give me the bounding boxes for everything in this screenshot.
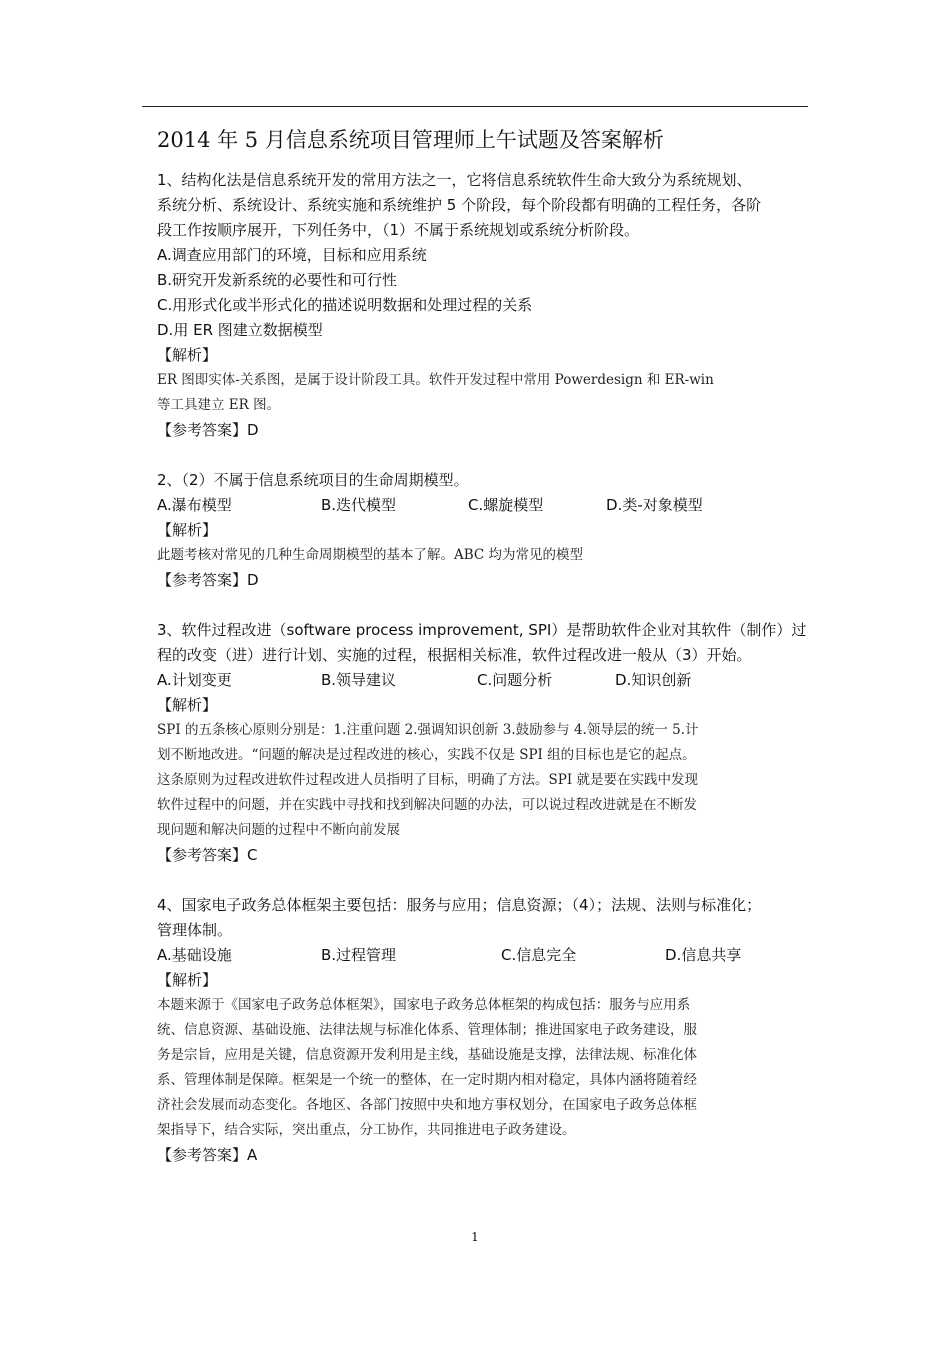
document-title: 2014 年 5 月信息系统项目管理师上午试题及答案解析 xyxy=(157,128,664,152)
option-c: C.信息完全 xyxy=(501,946,577,964)
option-a: A.计划变更 xyxy=(157,671,232,689)
option-d: D.类-对象模型 xyxy=(606,496,703,514)
analysis-label: 【解析】 xyxy=(157,696,218,714)
reference-answer: 【参考答案】D xyxy=(157,571,259,589)
analysis-line: 这条原则为过程改进软件过程改进人员指明了目标，明确了方法。SPI 就是要在实践中发现 xyxy=(157,772,698,788)
option-b: B.研究开发新系统的必要性和可行性 xyxy=(157,271,398,289)
analysis-line: ER 图即实体-关系图，是属于设计阶段工具。软件开发过程中常用 Powerdesign 和 ER-win xyxy=(157,372,714,388)
option-a: A.瀑布模型 xyxy=(157,496,232,514)
question-4 xyxy=(157,893,821,1168)
option-d: D.知识创新 xyxy=(615,671,692,689)
reference-answer: 【参考答案】D xyxy=(157,421,259,439)
reference-answer: 【参考答案】A xyxy=(157,1146,258,1164)
question-stem-line: 4、国家电子政务总体框架主要包括：服务与应用；信息资源；（4）；法规、法则与标准化； xyxy=(157,896,762,914)
analysis-line: 统、信息资源、基础设施、法律法规与标准化体系、管理体制；推进国家电子政务建设，服 xyxy=(157,1022,697,1038)
option-c: C.用形式化或半形式化的描述说明数据和处理过程的关系 xyxy=(157,296,533,314)
reference-answer: 【参考答案】C xyxy=(157,846,258,864)
question-stem-line: 管理体制。 xyxy=(157,921,233,939)
option-a: A.基础设施 xyxy=(157,946,232,964)
analysis-label: 【解析】 xyxy=(157,521,218,539)
option-b: B.过程管理 xyxy=(321,946,397,964)
page-number: 1 xyxy=(471,1230,479,1244)
option-b: B.迭代模型 xyxy=(321,496,397,514)
option-c: C.螺旋模型 xyxy=(468,496,544,514)
header-rule xyxy=(142,106,808,107)
question-stem-line: 1、结构化法是信息系统开发的常用方法之一，它将信息系统软件生命大致分为系统规划、 xyxy=(157,171,752,189)
analysis-line: 现问题和解决问题的过程中不断向前发展 xyxy=(157,822,400,838)
analysis-line: 本题来源于《国家电子政务总体框架》，国家电子政务总体框架的构成包括：服务与应用系 xyxy=(157,997,691,1013)
analysis-line: 软件过程中的问题，并在实践中寻找和找到解决问题的办法，可以说过程改进就是在不断发 xyxy=(157,797,697,813)
analysis-line: 此题考核对常见的几种生命周期模型的基本了解。ABC 均为常见的模型 xyxy=(157,547,584,563)
question-stem-line: 3、软件过程改进（software process improvement, SPI）是帮助软件企业对其软件（制作）过 xyxy=(157,621,807,639)
question-2 xyxy=(157,468,821,593)
option-d: D.用 ER 图建立数据模型 xyxy=(157,321,323,339)
question-stem-line: 系统分析、系统设计、系统实施和系统维护 5 个阶段，每个阶段都有明确的工程任务，各阶 xyxy=(157,196,762,214)
analysis-line: 划不断地改进。“问题的解决是过程改进的核心，实践不仅是 SPI 组的目标也是它的起点。 xyxy=(157,747,696,763)
option-a: A.调查应用部门的环境，目标和应用系统 xyxy=(157,246,427,264)
analysis-line: 系、管理体制是保障。框架是一个统一的整体，在一定时期内相对稳定，具体内涵将随着经 xyxy=(157,1072,697,1088)
analysis-line: 架指导下，结合实际，突出重点，分工协作，共同推进电子政务建设。 xyxy=(157,1122,576,1138)
analysis-label: 【解析】 xyxy=(157,971,218,989)
option-row xyxy=(157,668,821,693)
option-c: C.问题分析 xyxy=(477,671,553,689)
analysis-line: 济社会发展而动态变化。各地区、各部门按照中央和地方事权划分，在国家电子政务总体框 xyxy=(157,1097,697,1113)
option-b: B.领导建议 xyxy=(321,671,397,689)
question-stem-line: 2、（2）不属于信息系统项目的生命周期模型。 xyxy=(157,471,469,489)
analysis-line: 务是宗旨，应用是关键，信息资源开发利用是主线，基础设施是支撑，法律法规、标准化体 xyxy=(157,1047,697,1063)
question-list xyxy=(157,168,821,1168)
option-row xyxy=(157,943,821,968)
analysis-line: SPI 的五条核心原则分别是：1.注重问题 2.强调知识创新 3.鼓励参与 4.领导层的统一 5.计 xyxy=(157,722,699,738)
question-stem-line: 程的改变（进）进行计划、实施的过程，根据相关标准，软件过程改进一般从（3）开始。 xyxy=(157,646,752,664)
question-1 xyxy=(157,168,821,443)
option-d: D.信息共享 xyxy=(665,946,742,964)
question-stem-line: 段工作按顺序展开，下列任务中，（1）不属于系统规划或系统分析阶段。 xyxy=(157,221,640,239)
option-row xyxy=(157,493,821,518)
question-3 xyxy=(157,618,821,868)
analysis-line: 等工具建立 ER 图。 xyxy=(157,397,281,413)
analysis-label: 【解析】 xyxy=(157,346,218,364)
